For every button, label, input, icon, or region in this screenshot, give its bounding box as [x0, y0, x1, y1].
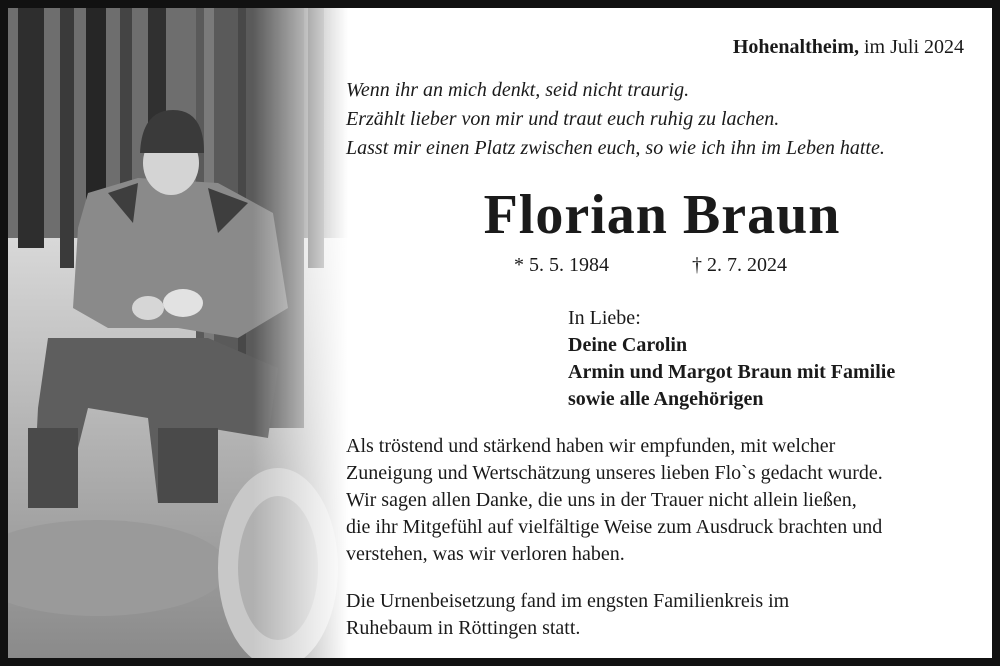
mourners	[568, 305, 895, 413]
thanks-line: verstehen, was wir verloren haben.	[346, 543, 625, 565]
thanks-line: Als tröstend und stärkend haben wir empfunden, mit welcher	[346, 435, 836, 457]
mourner-line: sowie alle Angehörigen	[568, 388, 764, 410]
burial-line: Die Urnenbeisetzung fand im engsten Familienkreis im	[346, 590, 790, 612]
mourner-line: Armin und Margot Braun mit Familie	[568, 361, 896, 383]
poem-line: Wenn ihr an mich denkt, seid nicht traurig.	[346, 79, 690, 101]
date: im Juli 2024	[863, 36, 964, 58]
poem-line: Lasst mir einen Platz zwischen euch, so wie ich ihn im Leben hatte.	[346, 137, 885, 159]
burial-note	[346, 588, 789, 642]
place: Hohenaltheim,	[732, 36, 859, 58]
place-and-date	[733, 36, 964, 59]
thanks-paragraph	[346, 433, 978, 568]
portrait-photo	[8, 8, 348, 658]
burial-line: Ruhebaum in Röttingen statt.	[346, 617, 581, 639]
death-date: † 2. 7. 2024	[692, 254, 787, 276]
thanks-line: Zuneigung und Wertschätzung unseres lieben Flo`s gedacht wurde.	[346, 462, 883, 484]
poem	[346, 76, 885, 163]
thanks-line: Wir sagen allen Danke, die uns in der Trauer nicht allein ließen,	[346, 489, 857, 511]
mourners-intro: In Liebe:	[568, 307, 641, 329]
thanks-line: die ihr Mitgefühl auf vielfältige Weise zum Ausdruck brachten und	[346, 516, 883, 538]
deceased-name: Florian Braun	[483, 184, 841, 246]
birth-date: * 5. 5. 1984	[514, 254, 609, 276]
mourner-line: Deine Carolin	[568, 334, 688, 356]
poem-line: Erzählt lieber von mir und traut euch ruhig zu lachen.	[346, 108, 780, 130]
